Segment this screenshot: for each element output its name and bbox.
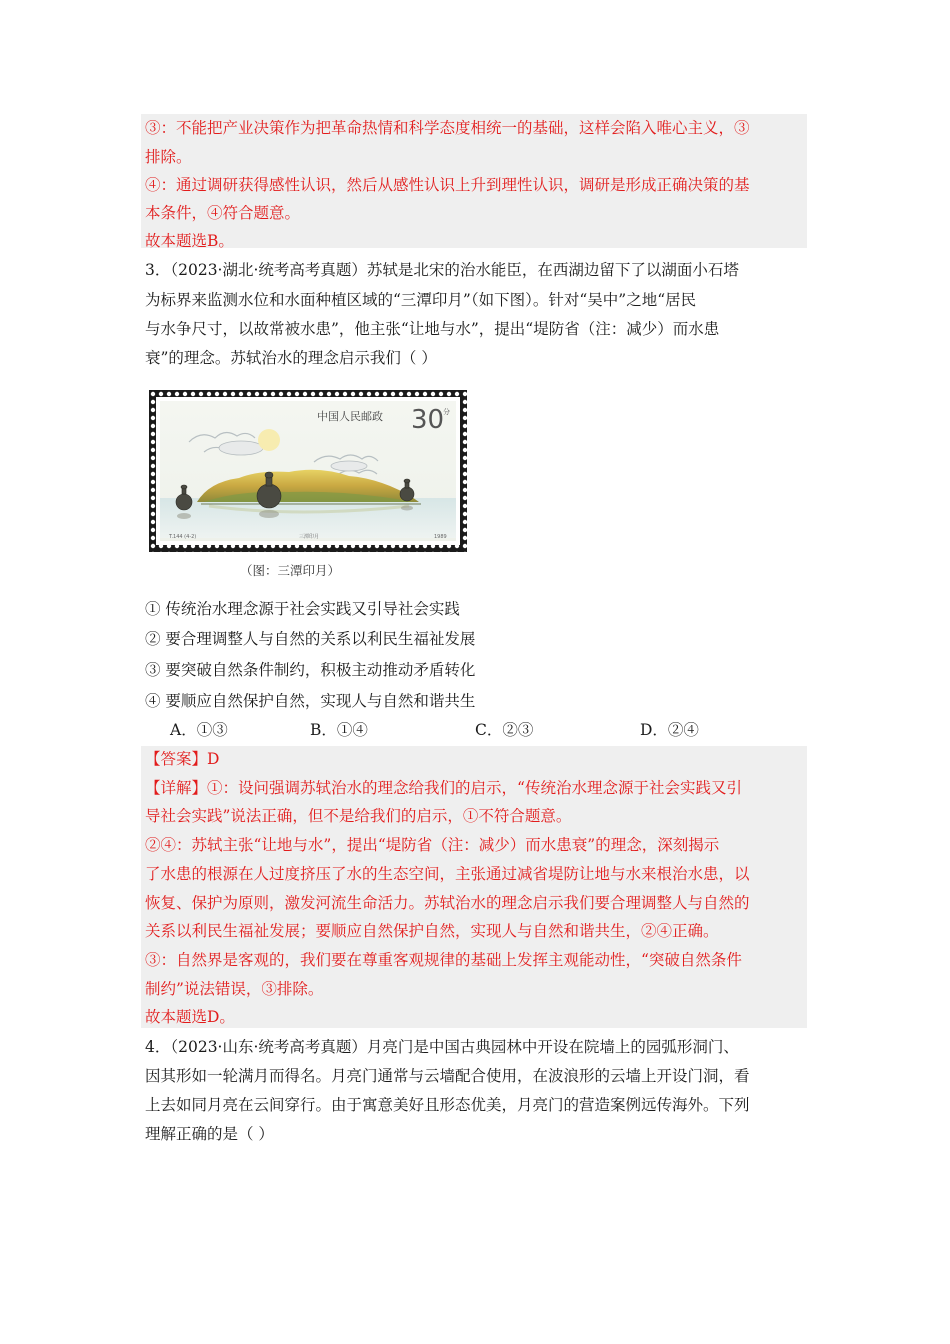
statement-2: ② 要合理调整人与自然的关系以利民生福祉发展 [145,630,476,648]
explanation-line: ③：不能把产业决策作为把革命热情和科学态度相统一的基础，这样会陷入唯心主义，③ [145,119,750,137]
option-c[interactable]: C．②③ [475,721,534,739]
question-3-text: 与水争尺寸，以故常被水患”，他主张“让地与水”，提出“堤防省（注：减少）而水患 [145,320,720,338]
explanation-line: 故本题选B。 [145,232,234,250]
explanation-line: ④：通过调研获得感性认识，然后从感性认识上升到理性认识，调研是形成正确决策的基 [145,176,750,194]
statement-1: ① 传统治水理念源于社会实践又引导社会实践 [145,600,460,618]
answer-line [145,749,219,771]
question-3-text: 为标界来监测水位和水面种植区域的“三潭印月”（如下图）。针对“吴中”之地“居民 [145,291,697,309]
detail-text: 导社会实践”说法正确，但不是给我们的启示，①不符合题意。 [145,807,572,825]
answer-tag: 【答案】 [145,750,208,768]
detail-text: 制约”说法错误，③排除。 [145,980,324,998]
option-d[interactable]: D．②④ [640,721,699,739]
stamp-year-text: 1989 [434,534,447,540]
stamp-code-text: T.144 (4-2) [169,534,197,540]
explanation-line: 本条件，④符合题意。 [145,204,301,222]
figure-caption: （图：三潭印月） [240,563,341,578]
stamp-image [149,390,467,556]
detail-text: ①：设问强调苏轼治水的理念给我们的启示，“传统治水理念源于社会实践又引 [207,779,742,797]
detail-text: ②④：苏轼主张“让地与水”，提出“堤防省（注：减少）而水患衰”的理念，深刻揭示 [145,836,720,854]
stamp-name-text: 三潭印月 [299,534,320,540]
stamp-unit-text: 分 [443,408,450,416]
options-row [170,720,770,742]
question-3-text: 衰”的理念。苏轼治水的理念启示我们（ ） [145,349,437,367]
statement-3: ③ 要突破自然条件制约，积极主动推动矛盾转化 [145,661,476,679]
question-4-text: 上去如同月亮在云间穿行。由于寓意美好且形态优美，月亮门的营造案例远传海外。下列 [145,1096,750,1114]
detail-text: 了水患的根源在人过度挤压了水的生态空间，主张通过减省堤防让地与水来根治水患，以 [145,865,750,883]
option-a[interactable]: A．①③ [170,721,228,739]
detail-text: 关系以利民生福祉发展；要顺应自然保护自然，实现人与自然和谐共生，②④正确。 [145,922,719,940]
stamp-country-text: 中国人民邮政 [317,410,383,423]
answer-value: D [207,750,220,768]
option-b[interactable]: B．①④ [310,721,368,739]
detail-text: 恢复、保护为原则，激发河流生命活力。苏轼治水的理念启示我们要合理调整人与自然的 [145,894,750,912]
statement-4: ④ 要顺应自然保护自然，实现人与自然和谐共生 [145,692,476,710]
detail-text: 故本题选D。 [145,1008,235,1026]
question-4-text: 理解正确的是（ ） [145,1125,274,1143]
stamp-value-text: 30 [411,405,445,435]
question-4-text: 4．（2023·山东·统考高考真题）月亮门是中国古典园林中开设在院墙上的园弧形洞门、 [145,1038,739,1056]
detail-text: ③：自然界是客观的，我们要在尊重客观规律的基础上发挥主观能动性，“突破自然条件 [145,951,742,969]
detail-tag: 【详解】 [145,779,208,797]
explanation-line: 排除。 [145,148,192,166]
detail-line [145,778,742,800]
question-4-text: 因其形如一轮满月而得名。月亮门通常与云墙配合使用，在波浪形的云墙上开设门洞，看 [145,1067,750,1085]
question-3-text: 3．（2023·湖北·统考高考真题）苏轼是北宋的治水能臣，在西湖边留下了以湖面小石塔 [145,261,739,279]
